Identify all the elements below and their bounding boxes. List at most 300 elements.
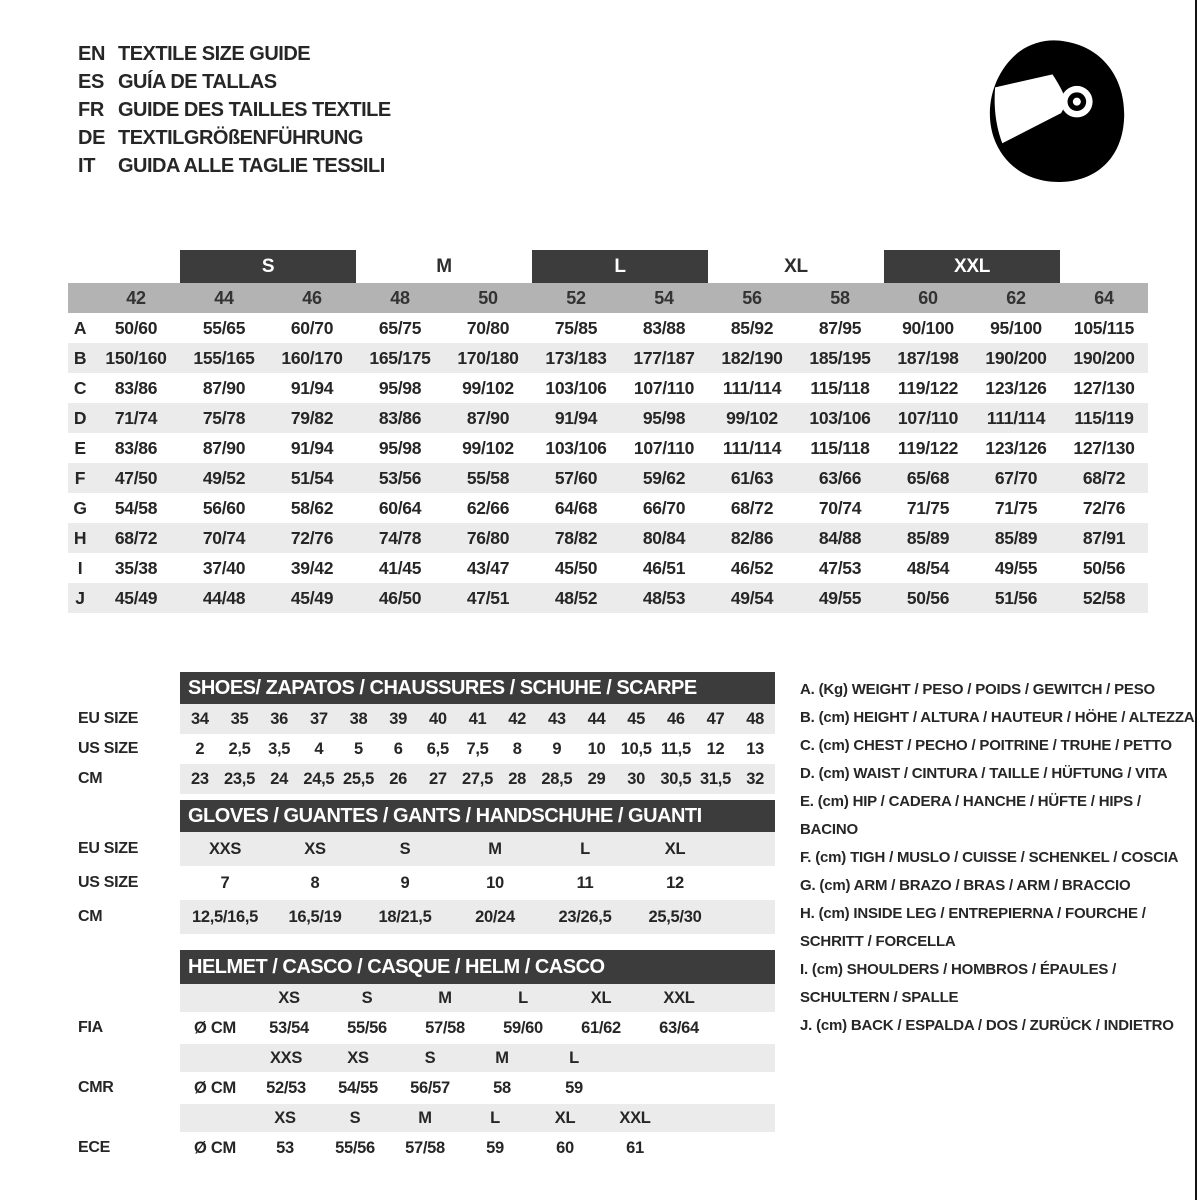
helmet-sizes-row-ECE [78,1104,778,1132]
measurement-cell: 49/52 [202,467,246,488]
measurement-cell: 50/56 [906,587,950,608]
lang-row-fr [78,96,391,124]
lang-row-es [78,68,391,96]
size-cell: 28 [508,769,527,788]
helmet-size-label: XL [554,1108,576,1127]
legend-item: G. (cm) ARM / BRAZO / BRAS / ARM / BRACCIO [800,877,1131,894]
size-cell: 26 [389,769,408,788]
lang-code: FR [78,98,105,121]
size-cell: 18/21,5 [378,907,432,926]
measurement-cell: 58/62 [290,497,334,518]
numeric-size-band [68,283,1148,313]
size-cell: 24,5 [303,769,335,788]
helmet-size-section [78,950,778,1164]
size-group-label: M [436,255,452,277]
helmet-size-labels [180,1044,775,1072]
helmet-size-cell: 60 [556,1138,574,1157]
size-cell: 16,5/19 [288,907,342,926]
row-letter: C [73,377,87,398]
size-cell: 12 [706,739,725,758]
textile-row-H [68,523,1148,553]
measurement-cell: 48/52 [554,587,598,608]
measurement-cell: 103/106 [545,437,607,458]
size-cell: 47 [706,709,725,728]
side-label: CM [78,770,103,787]
measurement-cell: 87/90 [466,407,510,428]
size-cell: 45 [627,709,646,728]
size-cell: M [488,839,502,858]
measurement-cell: 47/51 [466,587,510,608]
measurement-cell: 115/118 [810,377,870,398]
textile-size-table [68,250,1148,613]
size-cell: 32 [746,769,765,788]
size-cell: 44 [587,709,606,728]
measurement-cell: 35/38 [114,557,158,578]
measurement-cell: 65/68 [906,467,950,488]
measurement-cell: 95/98 [642,407,686,428]
measurement-cell: 90/100 [902,317,954,338]
size-cell: 7 [220,873,230,892]
measurement-cell: 119/122 [897,437,959,458]
measurement-cell: 103/106 [809,407,871,428]
measurement-cell: 59/62 [642,467,686,488]
size-cell: 2 [195,739,205,758]
textile-row-C [68,373,1148,403]
numeric-size-label: 56 [742,287,762,308]
helmet-size-cell: 63/64 [659,1018,699,1037]
measurement-cell: 87/90 [202,437,246,458]
size-cell: 37 [309,709,328,728]
size-cell: 13 [746,739,765,758]
racing-helmet-icon [975,30,1150,202]
row-letter: I [77,557,83,578]
helmet-size-cell: 59/60 [503,1018,543,1037]
measurement-cell: 45/49 [114,587,158,608]
measurement-cell: 84/88 [818,527,862,548]
textile-measurement-rows [68,313,1148,613]
measurement-cell: 55/65 [202,317,246,338]
helmet-size-label: L [569,1048,579,1067]
size-cell: 24 [270,769,289,788]
helmet-size-labels [180,1104,775,1132]
measurement-cell: 111/114 [722,437,782,458]
side-label-spacer [78,1044,180,1072]
measurement-cell: 83/86 [378,407,422,428]
textile-row-F [68,463,1148,493]
shoes-size-section [78,672,778,794]
diameter-unit: Ø CM [194,1078,236,1097]
size-group-label: XXL [884,250,1060,283]
size-cell: 8 [310,873,320,892]
measurement-cell: 46/50 [378,587,422,608]
size-cell: 42 [508,709,527,728]
measurement-cell: 68/72 [1082,467,1126,488]
size-values [180,764,775,794]
helmet-size-label: XS [278,988,300,1007]
measurement-cell: 51/56 [994,587,1038,608]
measurement-cell: 105/115 [1073,317,1135,338]
row-letter: G [73,497,87,518]
helmet-size-label: XS [347,1048,369,1067]
measurement-cell: 185/195 [809,347,871,368]
measurement-cell: 190/200 [985,347,1047,368]
size-cell: 10,5 [620,739,652,758]
measurement-cell: 76/80 [466,527,510,548]
measurement-cell: 75/85 [554,317,598,338]
measurement-cell: 49/55 [994,557,1038,578]
helmet-size-values [180,1132,775,1164]
measurement-cell: 85/89 [994,527,1038,548]
numeric-size-label: 62 [1006,287,1026,308]
size-cell: 36 [270,709,289,728]
row-letter: E [74,437,86,458]
guide-title-fr: GUIDE DES TAILLES TEXTILE [118,98,391,121]
helmet-size-cell: 52/53 [266,1078,306,1097]
measurement-cell: 50/60 [114,317,158,338]
measurement-cell: 56/60 [202,497,246,518]
helmet-size-cell: 54/55 [338,1078,378,1097]
size-cell: 23,5 [224,769,255,788]
measurement-cell: 55/58 [466,467,510,488]
measurement-cell: 99/102 [726,407,778,428]
measurement-cell: 50/56 [1082,557,1126,578]
measurement-cell: 91/94 [290,437,334,458]
measurement-cell: 67/70 [994,467,1038,488]
row-letter: H [73,527,87,548]
measurement-cell: 80/84 [642,527,686,548]
textile-row-D [68,403,1148,433]
measurement-cell: 46/52 [730,557,774,578]
helmet-size-label: M [418,1108,432,1127]
numeric-size-label: 46 [302,287,322,308]
measurement-cell: 127/130 [1073,437,1135,458]
size-cell: 30,5 [660,769,692,788]
helmet-values-row-ECE [78,1132,778,1164]
legend-item: H. (cm) INSIDE LEG / ENTREPIERNA / FOURCHE / SCHRITT / FORCELLA [800,905,1146,950]
helmet-size-cell: 58 [493,1078,511,1097]
measurement-cell: 62/66 [466,497,510,518]
lang-code: IT [78,154,96,177]
row-eu-size [78,704,778,734]
gloves-rows [78,832,778,934]
size-cell: 11 [576,873,594,892]
measurement-cell: 99/102 [462,377,514,398]
size-cell: 5 [354,739,363,758]
gloves-section-header: GLOVES / GUANTES / GANTS / HANDSCHUHE / GUANTI [180,800,775,832]
measurement-cell: 127/130 [1073,377,1135,398]
size-cell: 25,5/30 [648,907,702,926]
size-cell: 12 [666,873,684,892]
size-cell: 48 [746,709,765,728]
measurement-cell: 74/78 [378,527,422,548]
measurement-cell: 46/51 [642,557,686,578]
size-values [180,832,775,866]
lang-code: ES [78,70,105,93]
guide-title-en: TEXTILE SIZE GUIDE [118,42,311,65]
guide-title-es: GUÍA DE TALLAS [118,70,277,93]
measurement-cell: 41/45 [378,557,422,578]
size-cell: 35 [230,709,249,728]
measurement-cell: 111/114 [986,407,1046,428]
row-cm [78,900,778,934]
helmet-size-cell: 57/58 [405,1138,445,1157]
size-cell: 30 [627,769,646,788]
measurement-cell: 60/70 [290,317,334,338]
measurement-cell: 87/95 [818,317,862,338]
numeric-size-label: 50 [478,287,498,308]
measurement-cell: 103/106 [545,377,607,398]
legend-item: B. (cm) HEIGHT / ALTURA / HAUTEUR / HÖHE / ALTEZZA [800,709,1195,726]
helmet-section-header: HELMET / CASCO / CASQUE / HELM / CASCO [180,950,775,984]
measurement-cell: 87/90 [202,377,246,398]
size-cell: XL [664,839,686,858]
helmet-standard-blocks [78,984,778,1164]
diameter-unit: Ø CM [194,1018,236,1037]
measurement-cell: 115/118 [810,437,870,458]
measurement-cell: 61/63 [730,467,774,488]
measurement-cell: 165/175 [369,347,431,368]
row-eu-size [78,832,778,866]
helmet-size-cell: 61 [626,1138,644,1157]
helmet-size-label: S [349,1108,361,1127]
size-values [180,866,775,900]
measurement-cell: 70/74 [818,497,862,518]
measurement-cell: 43/47 [466,557,510,578]
size-cell: 40 [428,709,447,728]
measurement-legend [800,676,1200,1040]
measurement-cell: 39/42 [290,557,334,578]
measurement-cell: 49/55 [818,587,862,608]
size-cell: 4 [314,739,324,758]
lang-row-en [78,40,391,68]
measurement-cell: 173/183 [545,347,607,368]
measurement-cell: 49/54 [730,587,774,608]
helmet-size-values [180,1072,775,1104]
diameter-unit: Ø CM [194,1138,236,1157]
lang-code: DE [78,126,106,149]
measurement-cell: 70/74 [202,527,246,548]
measurement-cell: 107/110 [897,407,959,428]
size-cell: L [580,839,590,858]
measurement-cell: 187/198 [897,347,959,368]
measurement-cell: 72/76 [1082,497,1126,518]
size-cell: XS [304,839,326,858]
measurement-cell: 75/78 [202,407,246,428]
helmet-size-cell: 56/57 [410,1078,450,1097]
helmet-sizes-row-CMR [78,1044,778,1072]
measurement-cell: 99/102 [462,437,514,458]
textile-row-I [68,553,1148,583]
size-group-label: L [532,250,708,283]
side-label: CM [78,908,103,925]
row-letter: D [73,407,87,428]
measurement-cell: 70/80 [466,317,510,338]
gloves-size-section [78,800,778,934]
size-cell: 10 [486,873,504,892]
measurement-cell: 123/126 [985,437,1047,458]
legend-item: E. (cm) HIP / CADERA / HANCHE / HÜFTE / HIPS / BACINO [800,793,1141,838]
size-cell: 23/26,5 [558,907,612,926]
size-cell: 20/24 [475,907,515,926]
textile-row-G [68,493,1148,523]
guide-title-de: TEXTILGRÖßENFÜHRUNG [118,126,363,149]
measurement-cell: 170/180 [457,347,519,368]
size-cell: 11,5 [660,739,691,758]
size-cell: 12,5/16,5 [191,907,259,926]
textile-row-J [68,583,1148,613]
measurement-cell: 115/119 [1074,407,1134,428]
measurement-cell: 66/70 [642,497,686,518]
standard-label: ECE [78,1139,110,1156]
measurement-cell: 48/53 [642,587,686,608]
size-cell: 6 [393,739,403,758]
measurement-cell: 83/86 [114,437,158,458]
measurement-cell: 78/82 [554,527,598,548]
measurement-cell: 85/89 [906,527,950,548]
numeric-size-label: 54 [654,287,674,308]
helmet-size-label: XXL [619,1108,651,1127]
helmet-values-row-FIA [78,1012,778,1044]
measurement-cell: 150/160 [105,347,167,368]
size-cell: 29 [587,769,606,788]
lang-row-it [78,152,391,180]
row-letter: F [74,467,86,488]
measurement-cell: 107/110 [633,437,695,458]
side-label: EU SIZE [78,710,139,727]
size-values [180,900,775,934]
size-cell: 43 [547,709,566,728]
size-cell: 10 [587,739,606,758]
measurement-cell: 95/98 [378,437,422,458]
measurement-cell: 51/54 [290,467,334,488]
size-values [180,704,775,734]
helmet-size-label: L [490,1108,500,1127]
side-label: US SIZE [78,740,139,757]
page-edge-line [1195,0,1197,1200]
measurement-cell: 68/72 [730,497,774,518]
measurement-cell: 95/100 [990,317,1042,338]
helmet-values-row-CMR [78,1072,778,1104]
legend-item: I. (cm) SHOULDERS / HOMBROS / ÉPAULES / SCHULTERN / SPALLE [800,961,1117,1006]
size-cell: 28,5 [541,769,573,788]
helmet-size-label: L [518,988,528,1007]
side-label: EU SIZE [78,840,139,857]
helmet-size-cell: 61/62 [581,1018,621,1037]
helmet-size-cell: 53 [276,1138,294,1157]
legend-item: F. (cm) TIGH / MUSLO / CUISSE / SCHENKEL / COSCIA [800,849,1179,866]
size-cell: 2,5 [228,739,251,758]
standard-label: CMR [78,1079,114,1096]
lang-code: EN [78,42,106,65]
size-cell: 34 [190,709,209,728]
row-letter: A [73,317,87,338]
helmet-size-cell: 59 [486,1138,504,1157]
size-cell: 27 [428,769,447,788]
legend-item: A. (Kg) WEIGHT / PESO / POIDS / GEWITCH / PESO [800,681,1155,698]
helmet-size-cell: 53/54 [269,1018,309,1037]
size-cell: XXS [208,839,242,858]
measurement-cell: 37/40 [202,557,246,578]
size-cell: 6,5 [426,739,449,758]
measurement-cell: 71/75 [906,497,950,518]
size-values [180,734,775,764]
guide-title-it: GUIDA ALLE TAGLIE TESSILI [118,154,385,177]
numeric-size-label: 44 [214,287,234,308]
measurement-cell: 47/53 [818,557,862,578]
row-letter: J [75,587,85,608]
textile-row-A [68,313,1148,343]
measurement-cell: 87/91 [1082,527,1126,548]
measurement-cell: 52/58 [1082,587,1126,608]
measurement-cell: 182/190 [721,347,783,368]
measurement-cell: 47/50 [114,467,158,488]
row-cm [78,764,778,794]
measurement-cell: 177/187 [633,347,695,368]
measurement-cell: 111/114 [722,377,782,398]
size-cell: 27,5 [462,769,493,788]
row-letter: B [73,347,87,368]
measurement-cell: 53/56 [378,467,422,488]
measurement-cell: 95/98 [378,377,422,398]
size-cell: S [399,839,411,858]
measurement-cell: 45/49 [290,587,334,608]
measurement-cell: 107/110 [633,377,695,398]
measurement-cell: 54/58 [114,497,158,518]
helmet-size-cell: 57/58 [425,1018,465,1037]
size-group-header-row [68,250,1148,283]
measurement-cell: 71/74 [114,407,158,428]
measurement-cell: 45/50 [554,557,598,578]
helmet-size-labels [180,984,775,1012]
measurement-cell: 68/72 [114,527,158,548]
legend-item: C. (cm) CHEST / PECHO / POITRINE / TRUHE / PETTO [800,737,1172,754]
shoes-section-header: SHOES/ ZAPATOS / CHAUSSURES / SCHUHE / SCARPE [180,672,775,704]
measurement-cell: 155/165 [193,347,255,368]
measurement-cell: 190/200 [1073,347,1135,368]
measurement-cell: 64/68 [554,497,598,518]
size-cell: 46 [666,709,685,728]
measurement-cell: 57/60 [554,467,598,488]
measurement-cell: 123/126 [985,377,1047,398]
textile-row-E [68,433,1148,463]
measurement-cell: 79/82 [290,407,334,428]
measurement-cell: 65/75 [378,317,422,338]
side-label-spacer [78,1104,180,1132]
helmet-size-label: M [438,988,452,1007]
row-us-size [78,734,778,764]
measurement-cell: 44/48 [202,587,246,608]
measurement-cell: 71/75 [994,497,1038,518]
shoes-rows [78,704,778,794]
size-cell: 9 [400,873,410,892]
measurement-cell: 91/94 [554,407,598,428]
helmet-size-label: XL [590,988,612,1007]
helmet-size-cell: 59 [565,1078,583,1097]
numeric-size-label: 64 [1094,287,1114,308]
textile-row-B [68,343,1148,373]
helmet-size-label: XXL [663,988,695,1007]
size-cell: 41 [468,709,487,728]
helmet-size-label: XS [274,1108,296,1127]
size-cell: 39 [389,709,408,728]
measurement-cell: 48/54 [906,557,950,578]
numeric-size-label: 42 [126,287,146,308]
size-cell: 8 [512,739,522,758]
numeric-size-label: 52 [566,287,586,308]
helmet-size-label: S [424,1048,436,1067]
helmet-size-cell: 55/56 [335,1138,375,1157]
language-titles [78,40,391,180]
